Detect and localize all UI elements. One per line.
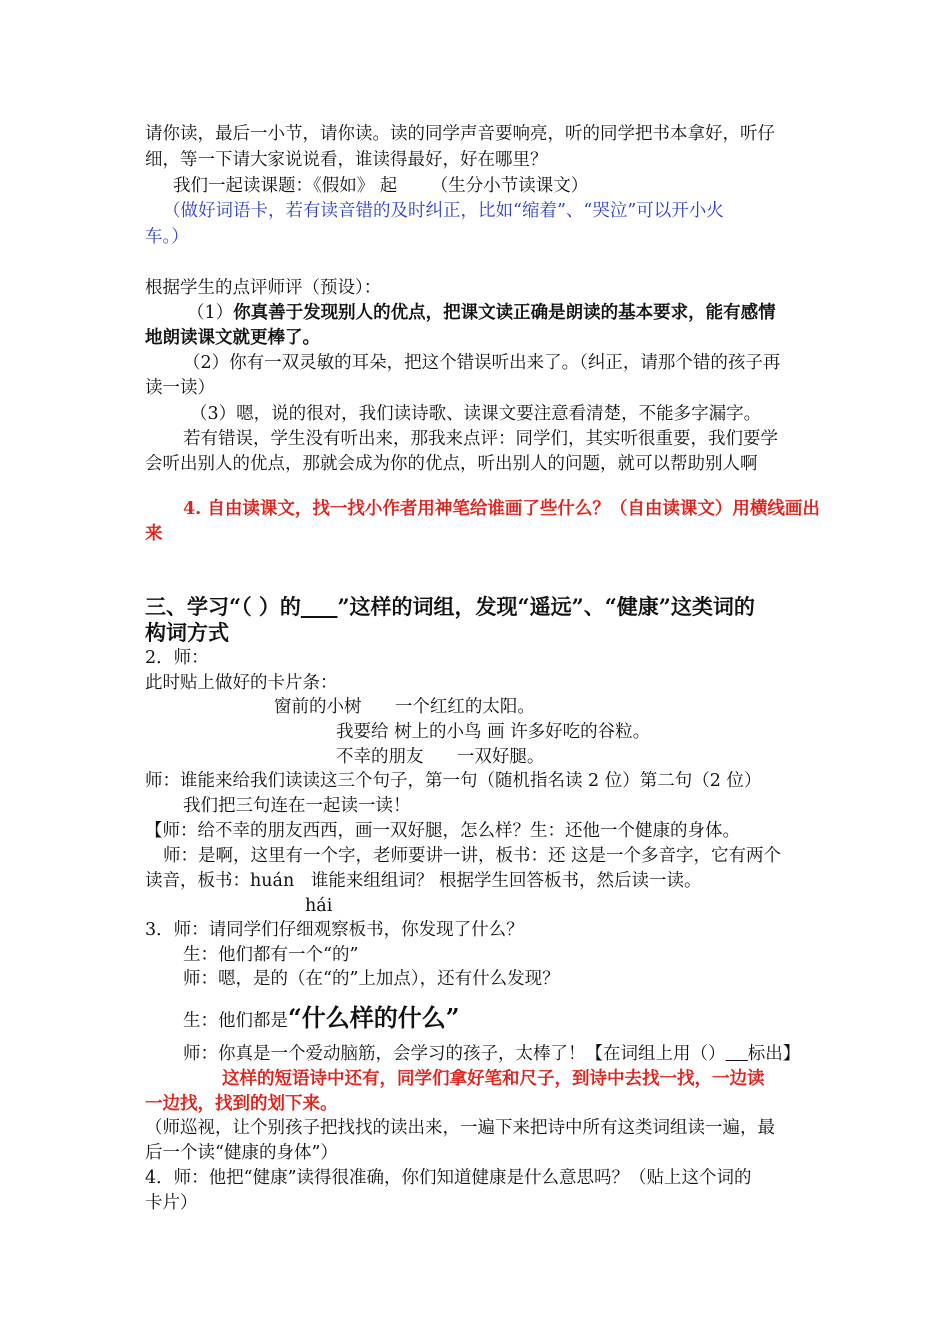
comment-3: （3）嗯，说的很对，我们读诗歌、读课文要注意看清楚，不能多字漏字。: [190, 404, 762, 424]
section3-heading-l2: 构词方式: [145, 620, 229, 645]
step3-teacher-2-b: 标出】: [747, 1044, 801, 1064]
comment-intro: 根据学生的点评师评（预设）：: [145, 278, 382, 298]
step3-question: 3．师：请同学们仔细观察板书，你发现了什么？: [145, 920, 524, 940]
red-task-l1: 这样的短语诗中还有，同学们拿好笔和尺子，到诗中去找一找，一边读: [222, 1069, 765, 1089]
step3-student-1: 生：他们都有一个“的”: [183, 945, 359, 965]
patrol-l1: （师巡视，让个别孩子把找找的读出来，一遍下来把诗中所有这类词组读一遍，最: [145, 1118, 775, 1138]
section3-heading-a: 三、学习“（ ）的: [145, 594, 301, 619]
card-sentence-3: 不幸的朋友 一双好腿。: [336, 747, 545, 767]
step3-teacher-2: [183, 1041, 800, 1067]
step3-student-2-prefix: 生：他们都是: [183, 1011, 288, 1031]
step4b-l1: 4．师：他把“健康”读得很准确，你们知道健康是什么意思吗？（贴上这个词的: [145, 1168, 752, 1188]
para-read-title: 我们一起读课题：《假如》 起 （生分小节读课文）: [173, 176, 589, 196]
step4b-l2: 卡片）: [145, 1193, 198, 1213]
step4-red-l1: 4. 自由读课文，找一找小作者用神笔给谁画了些什么？（自由读课文）用横线画出: [183, 499, 820, 519]
teacher-line-2: 我们把三句连在一起读一读！: [183, 796, 411, 816]
teacher-line-5: 读音，板书：huán 谁能来组组词？ 根据学生回答板书，然后读一读。: [145, 871, 702, 891]
teacher-line-4: 师：是啊，这里有一个字，老师要讲一讲，板书：还 这是一个多音字，它有两个: [163, 846, 782, 866]
step3-student-2: [183, 1002, 460, 1037]
para-reading-l1: 请你读，最后一小节，请你读。读的同学声音要响亮，听的同学把书本拿好，听仔: [145, 124, 775, 144]
card-sentence-1: 窗前的小树 一个红红的太阳。: [274, 697, 535, 717]
comment-1-text: 你真善于发现别人的优点，把课文读正确是朗读的基本要求，能有感情: [233, 303, 776, 323]
comment-1-l2: 地朗读课文就更棒了。: [145, 328, 320, 348]
step3-teacher-2-blank: [726, 1044, 748, 1064]
teacher-line-1: 师：谁能来给我们读读这三个句子，第一句（随机指名读 2 位）第二句（2 位）: [145, 771, 762, 791]
section3-heading: [145, 592, 755, 622]
comment-2-l2: 读一读）: [145, 378, 215, 398]
comment-2-l1: （2）你有一双灵敏的耳朵，把这个错误听出来了。（纠正，请那个错的孩子再: [183, 353, 781, 373]
section3-heading-blank: [301, 594, 338, 619]
comment-4-l1: 若有错误，学生没有听出来，那我来点评：同学们，其实听很重要，我们要学: [183, 429, 778, 449]
teacher-line-3: 【师：给不幸的朋友西西，画一双好腿，怎么样？生：还他一个健康的身体。: [145, 821, 740, 841]
blue-note-l2: 车。）: [145, 227, 189, 247]
red-task-l2: 一边找，找到的划下来。: [145, 1094, 338, 1114]
step4-red-l2: 来: [145, 524, 163, 544]
comment-1-number: （1）: [187, 303, 234, 323]
patrol-l2: 后一个读“健康的身体”）: [145, 1143, 338, 1163]
para-reading-l2: 细，等一下请大家说说看，谁读得最好，好在哪里？: [145, 150, 548, 170]
card-sentence-2: 我要给 树上的小鸟 画 许多好吃的谷粒。: [336, 722, 651, 742]
cards-intro: 此时贴上做好的卡片条：: [145, 673, 338, 693]
step2-label: 2．师：: [145, 648, 209, 668]
step3-teacher-1: 师：嗯，是的（在“的”上加点），还有什么发现？: [183, 969, 560, 989]
comment-1-l1: [187, 300, 776, 326]
step3-teacher-2-a: 师：你真是一个爱动脑筋，会学习的孩子，太棒了！【在词组上用（）: [183, 1044, 726, 1064]
step3-student-2-emphasis: “什么样的什么”: [288, 1003, 460, 1032]
blue-note-l1: （做好词语卡，若有读音错的及时纠正，比如“缩着”、“哭泣”可以开小火: [163, 201, 724, 221]
section3-heading-b: ”这样的词组，发现“遥远”、“健康”这类词的: [337, 594, 755, 619]
pinyin-hai: hái: [305, 896, 333, 916]
comment-4-l2: 会听出别人的优点，那就会成为你的优点，听出别人的问题，就可以帮助别人啊: [145, 454, 758, 474]
